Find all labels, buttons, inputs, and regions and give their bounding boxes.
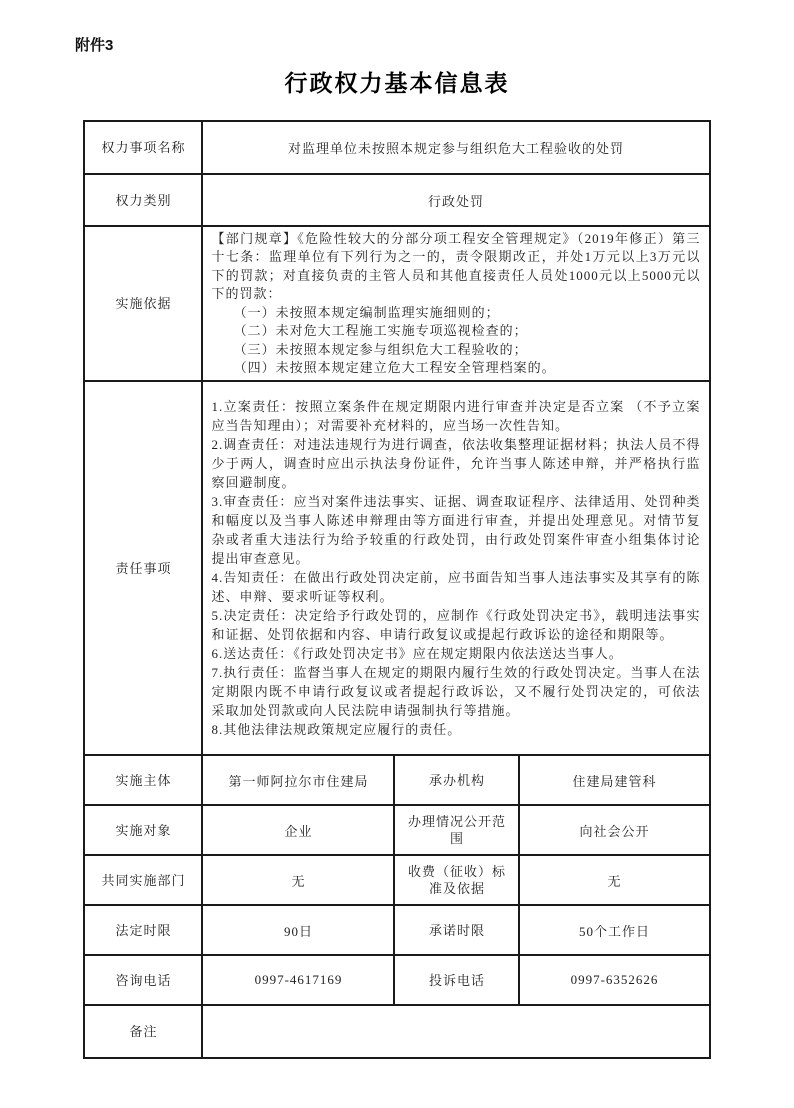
power-category-label: 权力类别 — [84, 174, 202, 226]
undertaking-agency-value: 住建局建管科 — [519, 755, 709, 805]
remarks-value — [202, 1005, 709, 1058]
statutory-time-limit-value: 90日 — [202, 905, 394, 955]
statutory-time-limit-row — [84, 905, 709, 955]
power-category-row — [84, 174, 709, 226]
consultation-phone-row — [84, 955, 709, 1005]
remarks-row — [84, 1005, 709, 1058]
undertaking-agency-label: 承办机构 — [394, 755, 519, 805]
implementation-basis-row — [84, 226, 709, 381]
responsibility-items-content — [202, 381, 709, 755]
page-title: 行政权力基本信息表 — [284, 71, 510, 96]
implementation-basis-label: 实施依据 — [84, 226, 202, 381]
complaint-phone-value: 0997-6352626 — [519, 955, 709, 1005]
promised-time-limit-label: 承诺时限 — [394, 905, 519, 955]
implementing-body-value: 第一师阿拉尔市住建局 — [202, 755, 394, 805]
consultation-phone-label: 咨询电话 — [84, 955, 202, 1005]
implementation-target-label: 实施对象 — [84, 805, 202, 855]
implementing-body-label: 实施主体 — [84, 755, 202, 805]
complaint-phone-label: 投诉电话 — [394, 955, 519, 1005]
remarks-label: 备注 — [84, 1005, 202, 1058]
fee-standard-value: 无 — [519, 855, 709, 905]
power-name-row — [84, 121, 709, 174]
implementing-body-row — [84, 755, 709, 805]
joint-implementation-dept-label: 共同实施部门 — [84, 855, 202, 905]
power-category-value: 行政处罚 — [202, 174, 709, 226]
basis-intro-paragraph: 【部门规章】《危险性较大的分部分项工程安全管理规定》（2019年修正）第三十七条：监理单位有下列行为之一的，责令限期改正，并处1万元以上3万元以下的罚款；对直接负责的主管人员和其他直接责任人员处1000元以上5000元以下的罚款： — [211, 230, 701, 301]
implementation-target-value: 企业 — [202, 805, 394, 855]
power-name-value: 对监理单位未按照本规定参与组织危大工程验收的处罚 — [202, 121, 709, 174]
consultation-phone-value: 0997-4617169 — [202, 955, 394, 1005]
disclosure-scope-value: 向社会公开 — [519, 805, 709, 855]
implementation-target-row — [84, 805, 709, 855]
joint-implementation-dept-value: 无 — [202, 855, 394, 905]
responsibility-items-row — [84, 381, 709, 755]
power-name-label: 权力事项名称 — [84, 121, 202, 174]
statutory-time-limit-label: 法定时限 — [84, 905, 202, 955]
info-table — [83, 120, 710, 1059]
promised-time-limit-value: 50个工作日 — [519, 905, 709, 955]
fee-standard-label: 收费（征收）标准及依据 — [394, 855, 519, 905]
implementation-basis-content — [202, 226, 709, 381]
disclosure-scope-label: 办理情况公开范围 — [394, 805, 519, 855]
joint-implementation-dept-row — [84, 855, 709, 905]
attachment-label: 附件3 — [75, 37, 114, 54]
basis-item-list: （一）未按照本规定编制监理实施细则的； （二）未对危大工程施工实施专项巡视检查的； （三）未按照本规定参与组织危大工程验收的； （四）未按照本规定建立危大工程安全管理档案的。 — [233, 304, 556, 375]
responsibility-items-label: 责任事项 — [84, 381, 202, 755]
duty-item-list: 1.立案责任：按照立案条件在规定期限内进行审查并决定是否立案 （不予立案应当告知理由）；对需要补充材料的，应当场一次性告知。 2.调查责任：对违法违规行为进行调查，依法收集整理证据材料；执法人员不得少于两人，调查时应出示执法身份证件，允许当事人陈述申辩，并严格执行监察回避制度。 3.审查责任：应当对案件违法事实、证据、调查取证程序、法律适用、处罚种类和幅度以及当事人陈述申辩理由等方面进行审查，并提出处理意见。对情节复杂或者重大违法行为给予较重的行政处罚，由行政处罚案件审查小组集体讨论提出审查意见。 4.告知责任：在做出行政处罚决定前，应书面告知当事人违法事实及其享有的陈述、申辩、要求听证等权利。 5.决定责任：决定给予行政处罚的，应制作《行政处罚决定书》，载明违法事实和证据、处罚依据和内容、申请行政复议或提起行政诉讼的途径和期限等。 6.送达责任：《行政处罚决定书》应在规定期限内依法送达当事人。 7.执行责任：监督当事人在规定的期限内履行生效的行政处罚决定。当事人在法定期限内既不申请行政复议或者提起行政诉讼，又不履行处罚决定的，可依法采取加处罚款或向人民法院申请强制执行等措施。 8.其他法律法规政策规定应履行的责任。 — [211, 399, 701, 737]
